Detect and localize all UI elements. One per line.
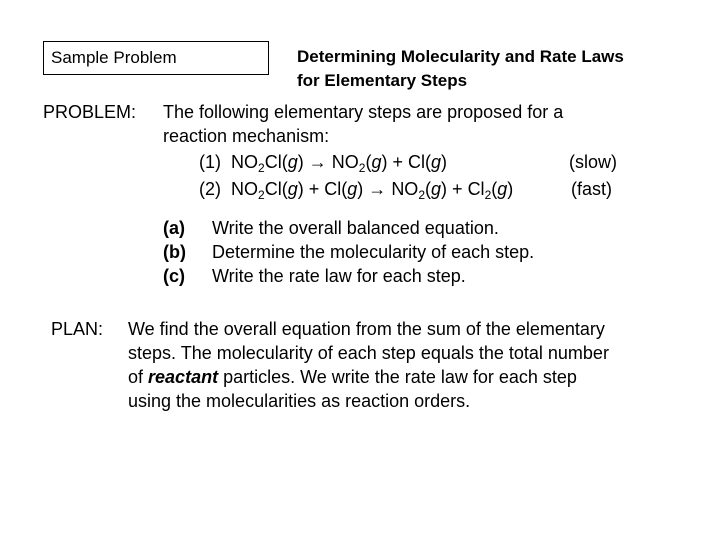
reaction-arrow: → xyxy=(308,152,327,172)
problem-line-1: The following elementary steps are proposed for a xyxy=(163,102,564,122)
step-2-rate: (fast) xyxy=(571,179,613,199)
part-a-label: (a) xyxy=(163,218,185,238)
part-a-text: Write the overall balanced equation. xyxy=(212,218,499,238)
plan-line-3: of reactant particles. We write the rate law for each step xyxy=(128,367,577,387)
title-line-1: Determining Molecularity and Rate Laws xyxy=(297,47,624,66)
step-1-rate: (slow) xyxy=(569,152,617,172)
plan-label: PLAN: xyxy=(51,319,104,339)
part-c-text: Write the rate law for each step. xyxy=(212,266,466,286)
problem-line-2: reaction mechanism: xyxy=(163,126,330,146)
part-c-label: (c) xyxy=(163,266,185,286)
plan-line-1: We find the overall equation from the sum of the elementary xyxy=(128,319,605,339)
step-2-equation: (2) $NO_2Cl(g) + Cl(g) \to NO_2(g) + Cl_2(g)$ xyxy=(199,179,514,202)
emphasis-reactant: reactant xyxy=(148,367,219,387)
step-1-equation: (1) $NO_2Cl(g) \to NO_2(g) + Cl(g)$ xyxy=(199,152,448,175)
plan-line-2: steps. The molecularity of each step equals the total number xyxy=(128,343,609,363)
part-b-label: (b) xyxy=(163,242,186,262)
part-b-text: Determine the molecularity of each step. xyxy=(212,242,535,262)
sample-problem-label: Sample Problem xyxy=(51,48,177,67)
title-line-2: for Elementary Steps xyxy=(297,71,468,90)
problem-label: PROBLEM: xyxy=(43,102,137,122)
plan-line-4: using the molecularities as reaction orders. xyxy=(128,391,471,411)
reaction-arrow: → xyxy=(368,179,387,199)
